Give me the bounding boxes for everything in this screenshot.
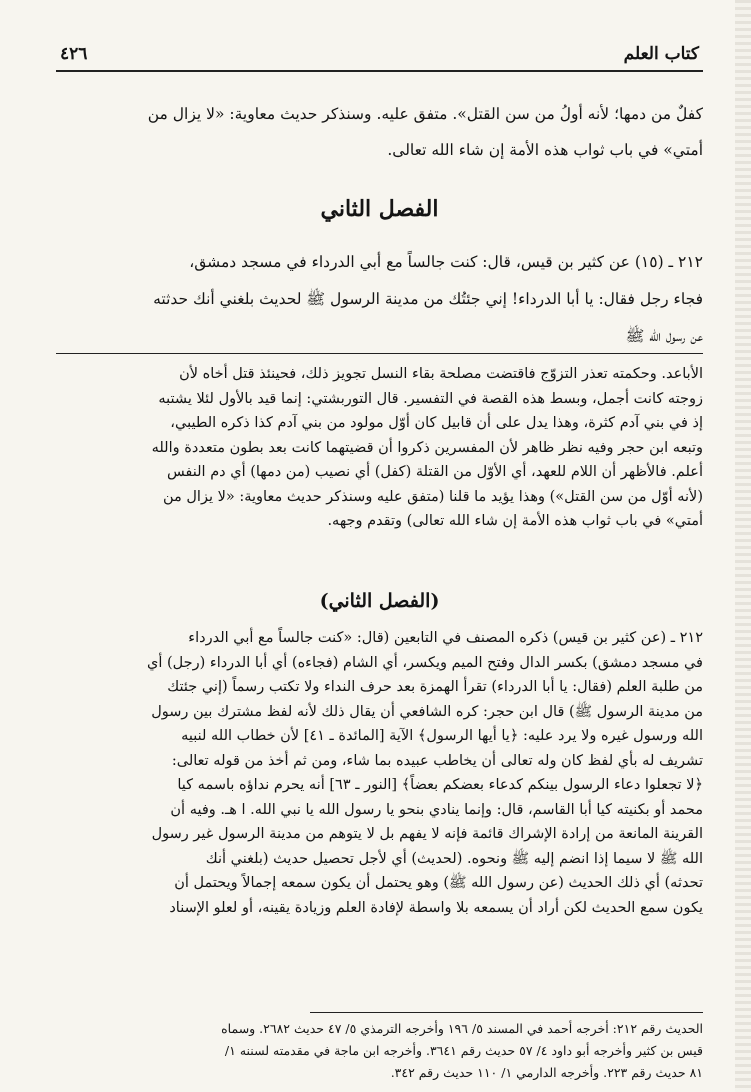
text-line: ﴿لا تجعلوا دعاء الرسول بينكم كدعاء بعضكم بعضاً﴾ [النور ـ ٦٣] أنه يحرم نداؤه باسمه كيا <box>177 777 703 793</box>
footnote-separator <box>310 1012 703 1013</box>
commentary-1 <box>56 362 703 534</box>
page-edge <box>735 0 751 1092</box>
text-line: أعلم. فالأظهر أن اللام للعهد، أي الأوّل من القتلة (كفل) أي نصيب (من دمها) أي دم النفس <box>166 464 703 480</box>
top-text <box>56 96 703 168</box>
text-line: من طلبة العلم (فقال: يا أبا الدرداء) تقرأ الهمزة بعد حرف النداء ولا تكتب رسماً (إني جئتك <box>167 679 703 695</box>
section-title-2: (الفصل الثاني) <box>319 590 440 612</box>
book-title: كتاب العلم <box>623 44 699 64</box>
text-line: تشريف له بأي لفظ كان وله تعالى أن يخاطب عبيده بما شاء، ومن ثم أخذ من قوله تعالى: <box>171 752 703 769</box>
text-line: الله ﷺ لا سيما إذا انضم إليه ﷺ ونحوه. (لحديث) أي لأجل تحصيل حديث (بلغني أنك <box>205 850 703 867</box>
page-header <box>56 40 703 72</box>
text-line: تحدثه) أي ذلك الحديث (عن رسول الله ﷺ) وهو يحتمل أن يكون سمعه إجمالاً ويحتمل أن <box>174 875 703 891</box>
text-line: أمتي» في باب ثواب هذه الأمة إن شاء الله تعالى) وتقدم وجهه. <box>327 513 703 529</box>
footnote-line: الحديث رقم ٢١٢: أخرجه أحمد في المسند ٥/ ١٩٦ وأخرجه الترمذي ٥/ ٤٧ حديث ٢٦٨٢. وسماه <box>221 1021 703 1036</box>
footnote <box>56 1018 703 1084</box>
text-line: الأباعد. وحكمته تعذر التزوّج فاقتضت مصلحة بقاء النسل تجويز ذلك، فحينئذ قتل أخاه لأن <box>179 366 703 382</box>
text-line: فجاء رجل فقال: يا أبا الدرداء! إني جئتُك من مدينة الرسول ﷺ لحديث بلغني أنك حدثته <box>153 290 703 308</box>
text-line: من مدينة الرسول ﷺ) قال ابن حجر: كره الشافعي أن يقال ذلك لأنه لفظ مشترك بين رسول <box>151 703 703 720</box>
footnote-line: قيس بن كثير وأخرجه أبو داود ٤/ ٥٧ حديث رقم ٣٦٤١. وأخرجه ابن ماجة في مقدمته لسننه ١/ <box>224 1043 703 1058</box>
separator-line <box>56 353 703 354</box>
section-title-1: الفصل الثاني <box>320 196 439 222</box>
text-line: الله ورسول غيره ولا يرد عليه: ﴿يا أيها الرسول﴾ الآية [المائدة ـ ٤١] لأن خطاب الله لنبيه <box>181 728 703 744</box>
text-line: يكون سمع الحديث لكن أراد أن يسمعه بلا واسطة لإفادة العلم وزيادة يقينه، أو لعلو الإسناد <box>169 899 703 916</box>
text-line: وتبعه ابن حجر وفيه نظر ظاهر لأن المفسرين ذكروا أن قضيتهما كانت بعد بطون متعددة والله <box>151 439 703 456</box>
text-line: محمد أو بكنيته كيا أبا القاسم، قال: وإنما ينادي بنحو يا رسول الله يا نبي الله. ا هـ. وفيه أن <box>170 801 703 818</box>
text-line: ٢١٢ ـ (١٥) عن كثير بن قيس، قال: كنت جالساً مع أبي الدرداء في مسجد دمشق، <box>189 253 703 271</box>
commentary-2 <box>56 626 703 920</box>
text-line: زوجته كانت أجمل، وبسط هذه القصة في التفسير. قال التوربشتي: إنما قيد بالأول لئلا يشتبه <box>158 390 703 407</box>
page-number: ٤٢٦ <box>60 44 88 64</box>
hadith-text <box>56 244 703 355</box>
text-line: عن رسول الله ﷺ <box>625 327 703 345</box>
text-line: ٢١٢ ـ (عن كثير بن قيس) ذكره المصنف في التابعين (قال: «كنت جالساً مع أبي الدرداء <box>188 630 703 646</box>
text-line: أمتي» في باب ثواب هذه الأمة إن شاء الله تعالى. <box>387 141 703 159</box>
text-line: (لأنه أوّل من سن القتل») وهذا يؤيد ما قلنا (متفق عليه وسنذكر حديث معاوية: «لا يزال من <box>162 488 703 505</box>
text-line: كفلٌ من دمها؛ لأنه أولُ من سن القتل». متفق عليه. وسنذكر حديث معاوية: «لا يزال من <box>147 105 703 123</box>
text-line: القرينة المانعة من إرادة الإشراك قائمة فإنه لا يفهم بل لا يتوهم من مدينة الرسول غير رسول <box>151 826 703 842</box>
text-line: في مسجد دمشق) بكسر الدال وفتح الميم ويكسر، أي الشام (فجاءه) أي أبا الدرداء (رجل) أي <box>147 654 703 671</box>
text-line: إذ في بني آدم كثرة، وهذا يدل على أن قابيل كان أوّل مولود من بني آدم كذا ذكره الطيبي، <box>170 415 703 431</box>
footnote-line: ٨١ حديث رقم ٢٢٣. وأخرجه الدارمي ١/ ١١٠ حديث رقم ٣٤٢. <box>390 1065 703 1080</box>
